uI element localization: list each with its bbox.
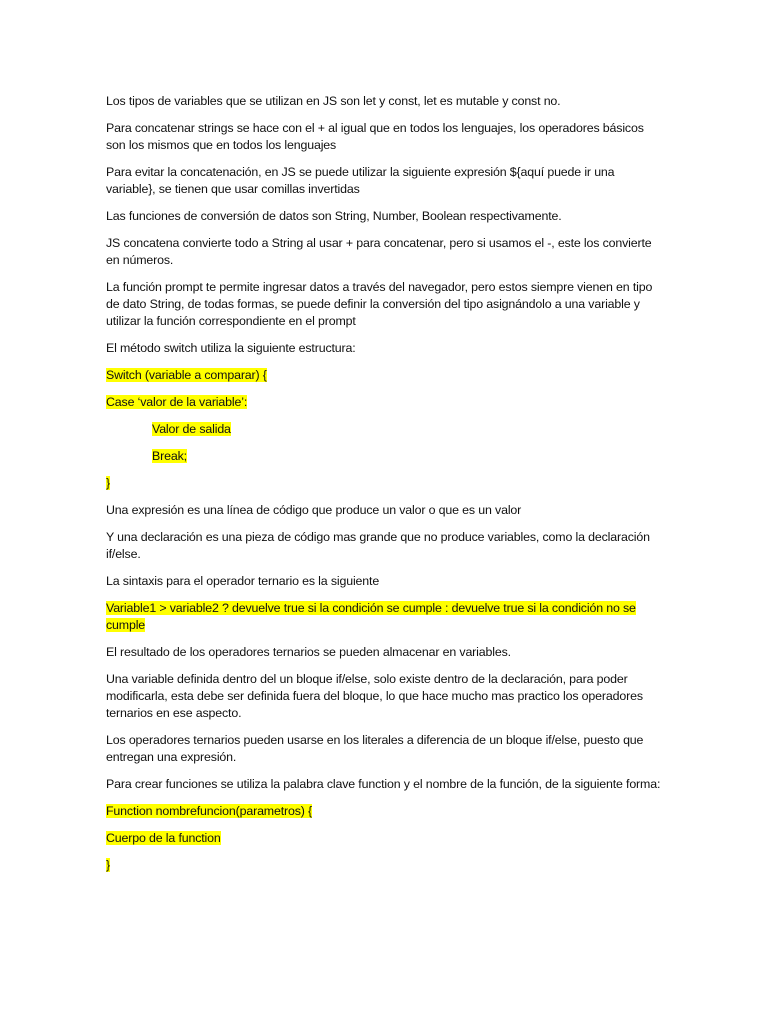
switch-code-line-1 bbox=[106, 367, 666, 384]
highlighted-text: Cuerpo de la function bbox=[106, 831, 221, 845]
function-code-line-2 bbox=[106, 830, 666, 847]
paragraph-function-intro: Para crear funciones se utiliza la palabra clave function y el nombre de la función, de la siguiente forma: bbox=[106, 777, 661, 791]
switch-code-line-3 bbox=[106, 421, 666, 438]
switch-code-line-2 bbox=[106, 394, 666, 411]
highlighted-text: Case ‘valor de la variable’: bbox=[106, 395, 248, 409]
highlighted-text: Valor de salida bbox=[152, 422, 231, 436]
paragraph-expression: Una expresión es una línea de código que produce un valor o que es un valor bbox=[106, 503, 522, 517]
ternary-code-line bbox=[106, 600, 666, 634]
highlighted-text: Switch (variable a comparar) { bbox=[106, 368, 267, 382]
highlighted-text: Function nombrefuncion(parametros) { bbox=[106, 804, 313, 818]
paragraph-ternary-intro: La sintaxis para el operador ternario es la siguiente bbox=[106, 574, 380, 588]
paragraph-template-literals: Para evitar la concatenación, en JS se puede utilizar la siguiente expresión ${aquí puede ir una variable}, se tienen que usar comillas invertidas bbox=[106, 165, 615, 196]
highlighted-text: Break; bbox=[152, 449, 187, 463]
paragraph-declaration: Y una declaración es una pieza de código mas grande que no produce variables, como la declaración if/else. bbox=[106, 530, 650, 561]
document-page bbox=[106, 93, 666, 884]
switch-code-line-4 bbox=[106, 448, 666, 465]
paragraph-switch-intro: El método switch utiliza la siguiente estructura: bbox=[106, 341, 356, 355]
paragraph-concatenation: Para concatenar strings se hace con el + al igual que en todos los lenguajes, los operadores básicos son los mismos que en todos los lenguajes bbox=[106, 121, 644, 152]
paragraph-conversion-functions: Las funciones de conversión de datos son String, Number, Boolean respectivamente. bbox=[106, 209, 562, 223]
paragraph-type-coercion: JS concatena convierte todo a String al usar + para concatenar, pero si usamos el -, este los convierte en números. bbox=[106, 236, 652, 267]
switch-code-line-5 bbox=[106, 475, 666, 492]
paragraph-prompt: La función prompt te permite ingresar datos a través del navegador, pero estos siempre vienen en tipo de dato String, de todas formas, se puede definir la conversión del tipo asignándolo a una variable y utilizar la función correspondiente en el prompt bbox=[106, 280, 653, 328]
function-code-line-1 bbox=[106, 803, 666, 820]
highlighted-text: } bbox=[106, 858, 110, 872]
paragraph-variable-types: Los tipos de variables que se utilizan en JS son let y const, let es mutable y const no. bbox=[106, 94, 561, 108]
paragraph-ternary-literals: Los operadores ternarios pueden usarse en los literales a diferencia de un bloque if/else, puesto que entregan una expresión. bbox=[106, 733, 644, 764]
paragraph-ternary-result: El resultado de los operadores ternarios se pueden almacenar en variables. bbox=[106, 645, 511, 659]
function-code-line-3 bbox=[106, 857, 666, 874]
highlighted-text: Variable1 > variable2 ? devuelve true si la condición se cumple : devuelve true si la condición no se cumple bbox=[106, 601, 636, 632]
highlighted-text: } bbox=[106, 476, 110, 490]
paragraph-block-scope: Una variable definida dentro del un bloque if/else, solo existe dentro de la declaración, para poder modificarla, esta debe ser definida fuera del bloque, lo que hace mucho mas practico los operadores ternarios en ese aspecto. bbox=[106, 672, 643, 720]
